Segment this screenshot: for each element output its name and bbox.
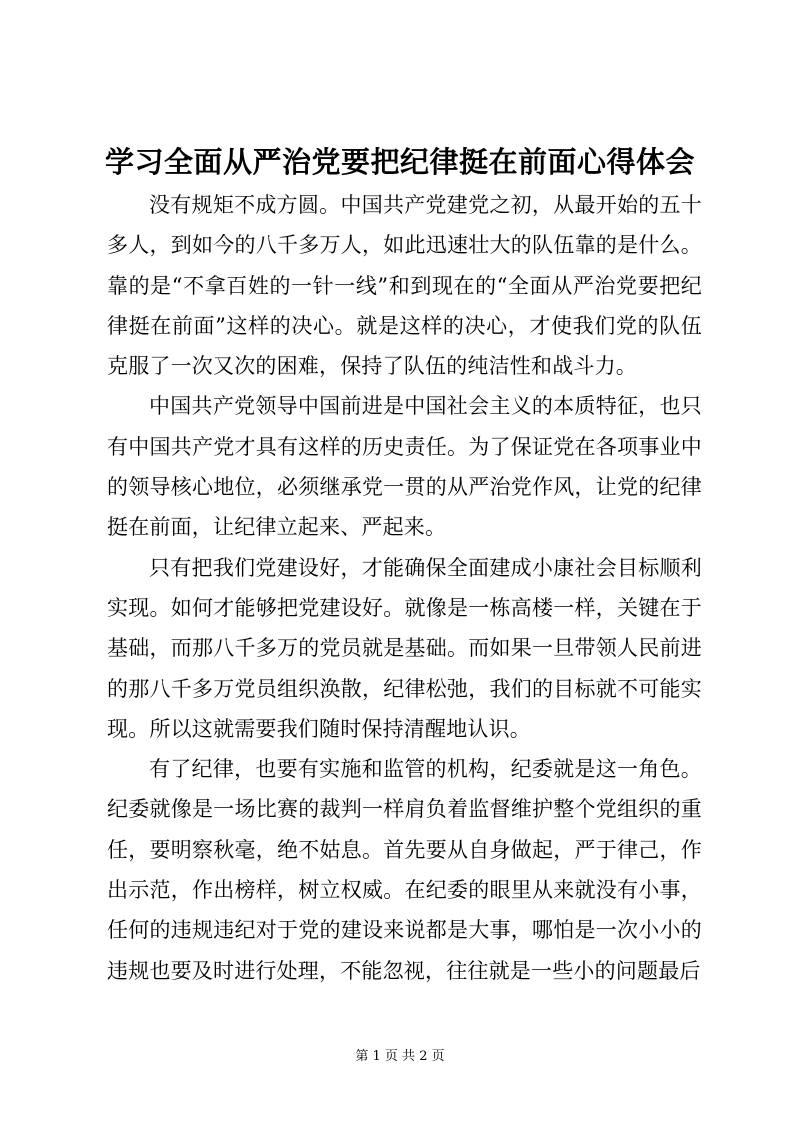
document-body xyxy=(107,185,702,991)
page-footer: 第 1 页 共 2 页 xyxy=(355,1049,445,1064)
paragraph-1: 没有规矩不成方圆。中国共产党建党之初，从最开始的五十多人，到如今的八千多万人，如此迅速壮大的队伍靠的是什么。靠的是“不拿百姓的一针一线”和到现在的“全面从严治党要把纪律挺在前面”这样的决心。就是这样的决心，才使我们党的队伍克服了一次又次的困难，保持了队伍的纯洁性和战斗力。 xyxy=(107,193,702,379)
paragraph-4: 有了纪律，也要有实施和监管的机构，纪委就是这一角色。纪委就像是一场比赛的裁判一样肩负着监督维护整个党组织的重任，要明察秋毫，绝不姑息。首先要从自身做起，严于律己，作出示范，作出榜样，树立权威。在纪委的眼里从来就没有小事，任何的违规违纪对于党的建设来说都是大事，哪怕是一次小小的违规也要及时进行处理，不能忽视，往往就是一些小的问题最后 xyxy=(107,757,702,983)
paragraph-2: 中国共产党领导中国前进是中国社会主义的本质特征，也只有中国共产党才具有这样的历史责任。为了保证党在各项事业中的领导核心地位，必须继承党一贯的从严治党作风，让党的纪律挺在前面，让纪律立起来、严起来。 xyxy=(107,394,702,540)
paragraph-3: 只有把我们党建设好，才能确保全面建成小康社会目标顺利实现。如何才能够把党建设好。就像是一栋高楼一样，关键在于基础，而那八千多万的党员就是基础。而如果一旦带领人民前进的那八千多万党员组织涣散，纪律松弛，我们的目标就不可能实现。所以这就需要我们随时保持清醒地认识。 xyxy=(107,555,702,741)
page-title: 学习全面从严治党要把纪律挺在前面心得体会 xyxy=(104,145,695,179)
